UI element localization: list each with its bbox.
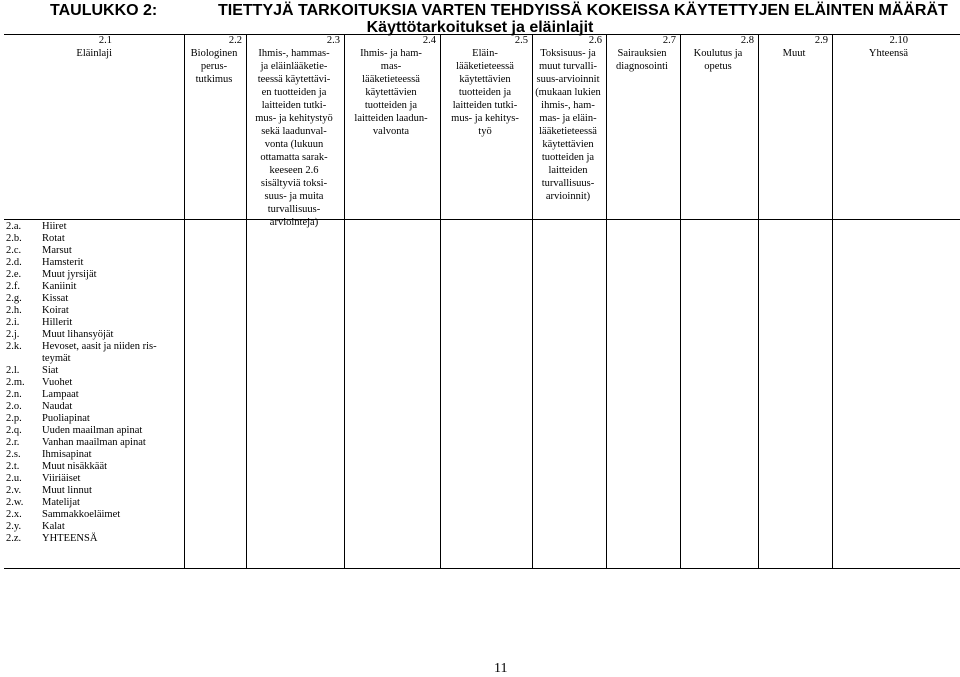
row-name: Hiiret xyxy=(42,221,67,232)
row-name: Koirat xyxy=(42,305,69,316)
row-name: Ihmisapinat xyxy=(42,449,92,460)
table-row xyxy=(6,413,182,425)
row-code: 2.x. xyxy=(6,509,22,520)
column-number: 2.5 xyxy=(514,35,528,46)
column-number: 2.3 xyxy=(326,35,340,46)
header-bottom-rule xyxy=(4,219,960,220)
column-label: Yhteensä xyxy=(868,48,908,59)
column-label: Biologinen perus- tutkimus xyxy=(190,48,238,85)
table-row xyxy=(6,473,182,485)
row-code: 2.h. xyxy=(6,305,22,316)
row-code: 2.t. xyxy=(6,461,20,472)
row-name: Uuden maailman apinat xyxy=(42,425,143,436)
column-header-education xyxy=(680,34,756,73)
row-name: Kissat xyxy=(42,293,69,304)
column-header-species xyxy=(4,34,114,60)
column-divider xyxy=(832,34,833,568)
column-label: Koulutus ja opetus xyxy=(693,48,743,72)
row-code: 2.p. xyxy=(6,413,22,424)
row-name: Muut jyrsijät xyxy=(42,269,97,280)
column-header-toxicity xyxy=(532,34,604,203)
row-code: 2.m. xyxy=(6,377,25,388)
row-name: Rotat xyxy=(42,233,65,244)
column-number: 2.10 xyxy=(889,35,908,46)
row-code: 2.k. xyxy=(6,341,22,352)
table-row xyxy=(6,389,182,401)
table-row xyxy=(6,485,182,497)
row-name: Hamsterit xyxy=(42,257,84,268)
row-code: 2.v. xyxy=(6,485,22,496)
table-row xyxy=(6,509,182,521)
table-bottom-rule xyxy=(4,568,960,569)
row-name: Muut linnut xyxy=(42,485,92,496)
row-name: Sammakkoeläimet xyxy=(42,509,121,520)
table-row xyxy=(6,461,182,473)
row-code: 2.l. xyxy=(6,365,20,376)
row-code: 2.a. xyxy=(6,221,22,232)
column-divider xyxy=(758,34,759,568)
column-header-diagnosis xyxy=(606,34,678,73)
table-subtitle: Käyttötarkoitukset ja eläinlajit xyxy=(366,19,594,36)
table-row xyxy=(6,293,182,305)
column-header-basic-research xyxy=(184,34,244,86)
row-code: 2.b. xyxy=(6,233,22,244)
row-name: Hevoset, aasit ja niiden ris- teymät xyxy=(42,341,157,364)
page-number: 11 xyxy=(494,661,508,676)
row-code: 2.d. xyxy=(6,257,22,268)
row-name: Puoliapinat xyxy=(42,413,90,424)
column-label: Eläinlaji xyxy=(76,48,112,59)
row-name: Vuohet xyxy=(42,377,73,388)
table-row xyxy=(6,497,182,509)
row-code: 2.c. xyxy=(6,245,22,256)
row-name: Hillerit xyxy=(42,317,73,328)
row-code: 2.n. xyxy=(6,389,22,400)
row-name: Naudat xyxy=(42,401,73,412)
column-label: Sairauksien diagnosointi xyxy=(616,48,668,72)
column-number: 2.6 xyxy=(588,35,602,46)
table-row xyxy=(6,521,182,533)
row-code: 2.s. xyxy=(6,449,21,460)
table-row xyxy=(6,233,182,245)
column-label: Ihmis- ja ham- mas- lääketieteessä käytettävien tuotteiden ja laitteiden laadun- valvonta xyxy=(354,48,428,137)
table-row xyxy=(6,257,182,269)
column-label: Ihmis-, hammas- ja eläinlääketie- teessä käytettävi- en tuotteiden ja laitteiden tutki- mus- ja kehitystyö sekä laadunval- vonta (lukuun ottamatta sarak- keeseen 2.6 sisältyviä toksi- suus- ja muita turvallisuus- arviointeja) xyxy=(255,48,333,228)
column-divider xyxy=(184,34,185,568)
row-code: 2.g. xyxy=(6,293,22,304)
column-number: 2.7 xyxy=(662,35,676,46)
table-row xyxy=(6,329,182,341)
column-header-vet-rd xyxy=(440,34,530,138)
table-id: TAULUKKO 2: xyxy=(50,2,158,19)
row-code: 2.o. xyxy=(6,401,22,412)
column-number: 2.1 xyxy=(98,35,112,46)
row-name: Muut lihansyöjät xyxy=(42,329,114,340)
table-row xyxy=(6,401,182,413)
column-label: Toksisuus- ja muut turvalli- suus-arvioinnit (mukaan lukien ihmis-, ham- mas- ja eläin- lääketieteessä käytettävien tuotteiden ja laitteiden turvallisuus- arvioinnit) xyxy=(535,48,601,202)
column-header-rd-human-vet xyxy=(246,34,342,229)
column-number: 2.9 xyxy=(814,35,828,46)
table-title: TIETTYJÄ TARKOITUKSIA VARTEN TEHDYISSÄ KOKEISSA KÄYTETTYJEN ELÄINTEN MÄÄRÄT xyxy=(218,2,948,19)
row-code: 2.u. xyxy=(6,473,22,484)
row-name: Marsut xyxy=(42,245,72,256)
row-name: Viiriäiset xyxy=(42,473,81,484)
column-header-total xyxy=(832,34,960,60)
table-row xyxy=(6,449,182,461)
row-code: 2.z. xyxy=(6,533,22,544)
table-row xyxy=(6,437,182,449)
row-code: 2.q. xyxy=(6,425,22,436)
species-list xyxy=(6,221,182,545)
row-name: Vanhan maailman apinat xyxy=(42,437,146,448)
column-header-quality-control xyxy=(344,34,438,138)
table-row xyxy=(6,221,182,233)
row-code: 2.i. xyxy=(6,317,20,328)
table-row xyxy=(6,377,182,389)
row-name: Siat xyxy=(42,365,59,376)
row-code: 2.r. xyxy=(6,437,20,448)
column-label: Eläin- lääketieteessä käytettävien tuotteiden ja laitteiden tutki- mus- ja kehitys- työ xyxy=(451,48,519,137)
table-row xyxy=(6,365,182,377)
row-code: 2.j. xyxy=(6,329,20,340)
column-number: 2.4 xyxy=(422,35,436,46)
column-label: Muut xyxy=(782,48,806,59)
table-row xyxy=(6,269,182,281)
row-name: Kaniinit xyxy=(42,281,77,292)
column-header-other xyxy=(758,34,830,60)
column-number: 2.2 xyxy=(228,35,242,46)
column-number: 2.8 xyxy=(740,35,754,46)
table-row xyxy=(6,245,182,257)
row-name: Matelijat xyxy=(42,497,80,508)
table-row xyxy=(6,317,182,329)
row-code: 2.w. xyxy=(6,497,24,508)
column-divider xyxy=(680,34,681,568)
row-code: 2.e. xyxy=(6,269,22,280)
table-row xyxy=(6,281,182,293)
column-divider xyxy=(606,34,607,568)
row-name: Kalat xyxy=(42,521,65,532)
row-code: 2.f. xyxy=(6,281,20,292)
row-name: Lampaat xyxy=(42,389,79,400)
table-row xyxy=(6,533,182,545)
row-name: Muut nisäkkäät xyxy=(42,461,108,472)
row-name: YHTEENSÄ xyxy=(42,533,98,544)
table-row xyxy=(6,341,182,365)
table-row xyxy=(6,425,182,437)
table-row xyxy=(6,305,182,317)
row-code: 2.y. xyxy=(6,521,22,532)
